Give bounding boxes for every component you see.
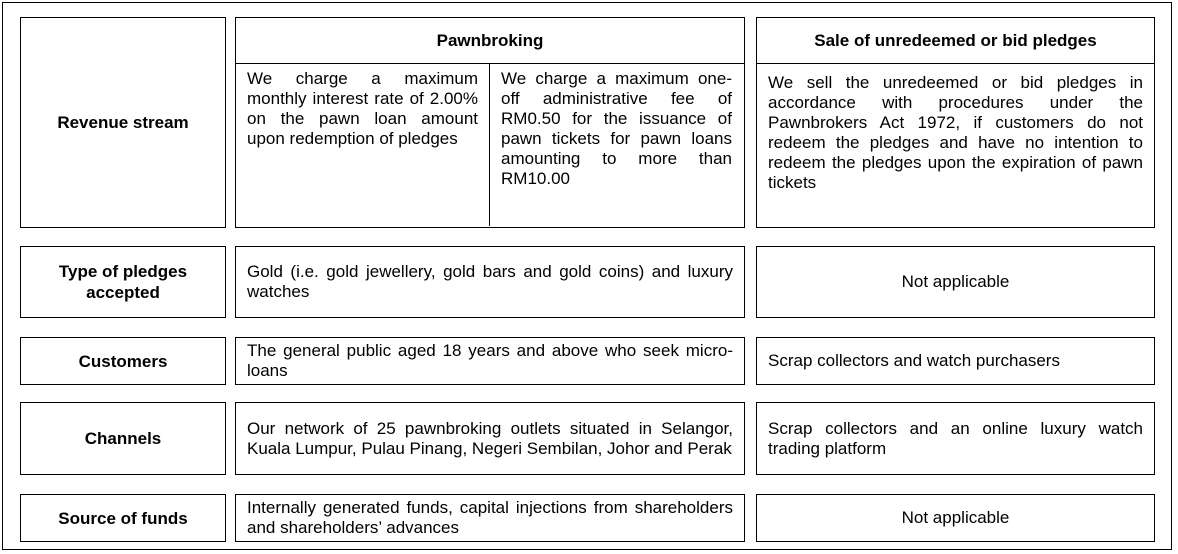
channels-sale-cell: [756, 402, 1155, 475]
pledges-pawn-text: Gold (i.e. gold jewellery, gold bars and gold coins) and luxury watches: [247, 262, 733, 301]
customers-sale-text: Scrap collectors and watch purchasers: [768, 351, 1060, 370]
sale-revenue-text: We sell the unredeemed or bid pledges in accordance with procedures under the Pawnbrokers Act 1972, if customers do not redeem the pledges and have no intention to redeem the pledges upon the expiration of pawn tickets: [768, 73, 1143, 192]
channels-pawn-cell: [235, 402, 745, 475]
customers-pawn-cell: [235, 337, 745, 385]
pledges-pawn-cell: [235, 246, 745, 318]
funds-pawn-cell: [235, 494, 745, 542]
sale-revenue-cell: [757, 64, 1154, 226]
pawn-interest-text: We charge a maximum monthly interest rate of 2.00% on the pawn loan amount upon redemption of pledges: [247, 69, 478, 148]
channels-pawn-text: Our network of 25 pawnbroking outlets situated in Selangor, Kuala Lumpur, Pulau Pinang, Negeri Sembilan, Johor and Perak: [247, 418, 733, 458]
funds-sale-cell: [756, 494, 1155, 542]
channels-label-text: Channels: [84, 429, 162, 448]
pledges-sale-text: Not applicable: [901, 272, 1010, 291]
sale-block: [756, 17, 1155, 228]
source-of-funds-label: [20, 494, 226, 542]
sale-header-text: Sale of unredeemed or bid pledges: [814, 30, 1097, 50]
type-of-pledges-label-text: Type of pledges accepted: [58, 262, 188, 302]
pawn-fee-text: We charge a maximum one-off administrative fee of RM0.50 for the issuance of pawn tickets for pawn loans amounting to more than RM10.00: [501, 69, 732, 188]
sale-header: [757, 18, 1154, 64]
revenue-stream-label-text: Revenue stream: [57, 113, 189, 132]
funds-pawn-text: Internally generated funds, capital injections from shareholders and shareholders’ advances: [247, 498, 733, 537]
channels-sale-text: Scrap collectors and an online luxury watch trading platform: [768, 418, 1143, 458]
type-of-pledges-label: [20, 246, 226, 318]
pawn-interest-cell: [236, 64, 490, 226]
pawnbroking-header: [236, 18, 744, 64]
source-of-funds-label-text: Source of funds: [58, 508, 188, 528]
revenue-stream-label: [20, 17, 226, 228]
pawnbroking-block: [235, 17, 745, 228]
funds-sale-text: Not applicable: [901, 508, 1010, 527]
channels-label: [20, 402, 226, 475]
customers-sale-cell: [756, 337, 1155, 385]
customers-label-text: Customers: [78, 351, 168, 371]
customers-label: [20, 337, 226, 385]
customers-pawn-text: The general public aged 18 years and above who seek micro-loans: [247, 341, 733, 380]
pawnbroking-header-text: Pawnbroking: [436, 30, 544, 50]
pledges-sale-cell: [756, 246, 1155, 318]
pawn-fee-cell: [490, 64, 743, 226]
